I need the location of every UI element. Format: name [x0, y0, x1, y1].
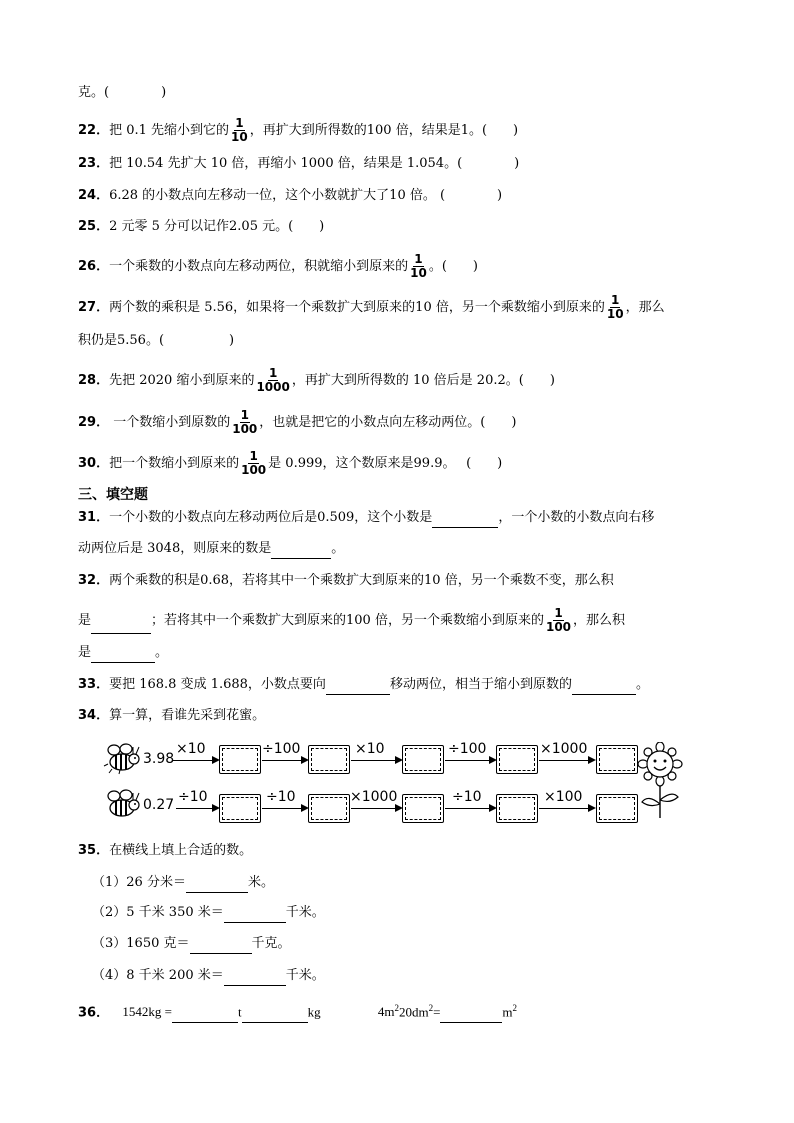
answer-blank[interactable] [242, 1008, 308, 1023]
answer-box[interactable] [402, 745, 444, 774]
question-28: 28．先把 2020 缩小到原来的 $\frac{1}{1000}$ ，再扩大到所得数的 10 倍后是 20.2。( ) [78, 366, 555, 394]
question-25: 25．2 元零 5 分可以记作2.05 元。( ) [78, 219, 325, 234]
operation-label: ÷10 [178, 789, 208, 805]
bee-icon [100, 742, 142, 776]
answer-box[interactable] [596, 794, 638, 823]
question-31: 31．一个小数的小数点向左移动两位后是0.509，这个小数是 ，一个小数的小数点向右移 [78, 508, 654, 528]
operation-label: ÷100 [448, 741, 487, 757]
operation-label: ×1000 [540, 741, 588, 757]
answer-blank[interactable] [190, 939, 252, 954]
operation-label: ×10 [176, 741, 206, 757]
question-31-cont: 动两位后是 3048，则原来的数是 。 [78, 539, 344, 559]
answer-blank[interactable] [91, 619, 151, 634]
sunflower-icon [636, 742, 684, 822]
question-34: 34．算一算，看谁先采到花蜜。 [78, 708, 266, 723]
fraction: $\frac{1}{10}$ [231, 116, 248, 144]
operation-label: ÷10 [266, 789, 296, 805]
sub-question: （4）8 千米 200 米＝ 千米。 [92, 966, 325, 986]
answer-blank[interactable] [224, 908, 286, 923]
sub-question: （3）1650 克＝ 千克。 [92, 934, 291, 954]
answer-box[interactable] [219, 794, 261, 823]
operation-label: ×1000 [350, 789, 398, 805]
answer-box[interactable] [308, 745, 350, 774]
question-22: 22．把 0.1 先缩小到它的 $\frac{1}{10}$ ，再扩大到所得数的100 倍，结果是1。( ) [78, 116, 519, 144]
operation-label: ×10 [355, 741, 385, 757]
sub-question: （2）5 千米 350 米＝ 千米。 [92, 903, 325, 923]
answer-box[interactable] [496, 745, 538, 774]
answer-box[interactable] [402, 794, 444, 823]
fraction: $\frac{1}{100}$ [545, 606, 572, 634]
question-35: 35．在横线上填上合适的数。 [78, 843, 253, 858]
fraction: $\frac{1}{100}$ [232, 408, 258, 436]
operation-label: ×100 [544, 789, 583, 805]
answer-blank[interactable] [91, 648, 155, 663]
section-title: 三、填空题 [78, 487, 148, 503]
answer-box[interactable] [496, 794, 538, 823]
question-27: 27．两个数的乘积是 5.56，如果将一个乘数扩大到原来的10 倍，另一个乘数缩小到原来的 $\frac{1}{10}$ ，那么 [78, 293, 665, 321]
question-32-cont: 是 ；若将其中一个乘数扩大到原来的100 倍，另一个乘数缩小到原来的 $\frac{1}{100}$ ，那么积 [78, 606, 626, 634]
answer-blank[interactable] [572, 680, 636, 695]
fraction: $\frac{1}{10}$ [410, 252, 427, 280]
question-24: 24．6.28 的小数点向左移动一位，这个小数就扩大了10 倍。 ( ) [78, 188, 503, 203]
question-32-cont2: 是 。 [78, 643, 168, 663]
answer-blank[interactable] [186, 878, 248, 893]
operation-label: ÷10 [452, 789, 482, 805]
question-29: 29． 一个数缩小到原数的 $\frac{1}{100}$ ，也就是把它的小数点向左移动两位。( ) [78, 408, 517, 436]
question-32: 32．两个乘数的积是0.68，若将其中一个乘数扩大到原来的10 倍，另一个乘数不变，那么积 [78, 573, 614, 588]
answer-blank[interactable] [326, 680, 390, 695]
fraction: $\frac{1}{100}$ [241, 449, 267, 477]
bee-icon [100, 788, 142, 822]
fraction: $\frac{1}{10}$ [606, 293, 624, 321]
question-23: 23．把 10.54 先扩大 10 倍，再缩小 1000 倍，结果是 1.054。( ) [78, 156, 520, 171]
question-36: 36． 1542kg = t kg $4m^220dm^2= m^2$ [78, 998, 517, 1023]
answer-box[interactable] [219, 745, 261, 774]
answer-box[interactable] [308, 794, 350, 823]
answer-blank[interactable] [172, 1008, 238, 1023]
start-number: 3.98 [143, 751, 175, 767]
answer-blank[interactable] [224, 971, 286, 986]
sub-question: （1）26 分米＝ 米。 [92, 873, 274, 893]
question-33: 33．要把 168.8 变成 1.688，小数点要向 移动两位，相当于缩小到原数的 。 [78, 675, 649, 695]
answer-blank[interactable] [271, 544, 331, 559]
q21-tail: 克。( ) [78, 85, 167, 100]
answer-blank[interactable] [440, 1008, 502, 1023]
answer-blank[interactable] [432, 513, 498, 528]
question-30: 30．把一个数缩小到原来的 $\frac{1}{100}$ 是 0.999，这个数原来是99.9。 ( ) [78, 449, 503, 477]
fraction: $\frac{1}{1000}$ [256, 366, 290, 394]
start-number: 0.27 [143, 797, 175, 813]
operation-label: ÷100 [262, 741, 301, 757]
question-26: 26．一个乘数的小数点向左移动两位，积就缩小到原来的 $\frac{1}{10}$ 。( ) [78, 252, 478, 280]
answer-box[interactable] [596, 745, 638, 774]
question-27-cont: 积仍是5.56。( ) [78, 333, 235, 348]
